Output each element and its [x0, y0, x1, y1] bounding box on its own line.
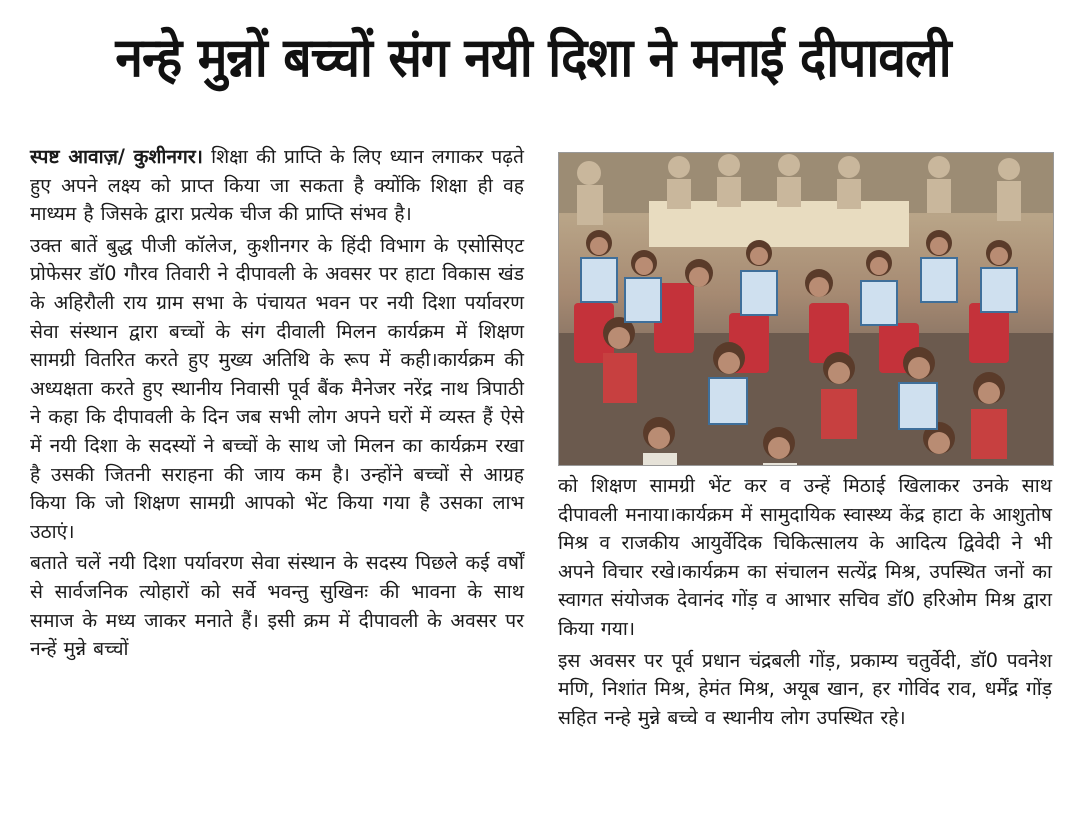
article-right-column	[558, 472, 1052, 735]
article-paragraph-3: बताते चलें नयी दिशा पर्यावरण सेवा संस्थान के सदस्य पिछले कई वर्षों से सार्वजनिक त्योहारों को सर्वे भवन्तु सुखिनः की भावना के साथ समाज के मध्य जाकर मनाते हैं। इसी क्रम में दीपावली के अवसर पर नन्हें मुन्ने बच्चों	[30, 551, 524, 661]
article-paragraph-1	[30, 143, 524, 229]
event-photo	[558, 152, 1054, 466]
event-photo-illustration	[559, 153, 1053, 465]
article-left-column	[30, 143, 524, 667]
article-paragraph-2: उक्त बातें बुद्ध पीजी कॉलेज, कुशीनगर के हिंदी विभाग के एसोसिएट प्रोफेसर डॉ0 गौरव तिवारी ने दीपावली के अवसर पर हाटा विकास खंड के अहिरौली राय ग्राम सभा के पंचायत भवन पर नयी दिशा पर्यावरण सेवा संस्थान द्वारा बच्चों के संग दीवाली मिलन कार्यक्रम में शिक्षण सामग्री वितरित करते हुए मुख्य अतिथि के रूप में कही।कार्यक्रम की अध्यक्षता करते हुए स्थानीय निवासी पूर्व बैंक मैनेजर नरेंद्र नाथ त्रिपाठी ने कहा कि दीपावली के दिन जब सभी लोग अपने घरों में व्यस्त हैं ऐसे में नयी दिशा के सदस्यों ने बच्चों के साथ जो मिलन का कार्यक्रम रखा है उसकी जितनी सराहना की जाय कम है। उन्होंने बच्चों से आग्रह किया कि जो शिक्षण सामग्री आपको भेंट किया गया है उसका लाभ उठाएं।	[30, 233, 524, 543]
headline: नन्हे मुन्नों बच्चों संग नयी दिशा ने मनाई दीपावली	[115, 26, 951, 89]
article-paragraph-5: इस अवसर पर पूर्व प्रधान चंद्रबली गोंड़, प्रकाम्य चतुर्वेदी, डॉ0 पवनेश मणि, निशांत मिश्र, हेमंत मिश्र, अयूब खान, हर गोविंद राव, धर्मेंद्र गोंड़ सहित नन्हे मुन्ने बच्चे व स्थानीय लोग उपस्थित रहे।	[558, 648, 1052, 729]
article-paragraph-4: को शिक्षण सामग्री भेंट कर व उन्हें मिठाई खिलाकर उनके साथ दीपावली मनाया।कार्यक्रम में सामुदायिक स्वास्थ्य केंद्र हाटा के आशुतोष मिश्र व राजकीय आयुर्वेदिक चिकित्सालय के आदित्य द्विवेदी ने भी अपने विचार रखे।कार्यक्रम का संचालन सत्येंद्र मिश्र, उपस्थित जनों का स्वागत संयोजक देवानंद गोंड़ व आभार सचिव डॉ0 हरिओम मिश्र द्वारा किया गया।	[558, 474, 1052, 640]
paragraph-text: शिक्षा की प्राप्ति के लिए ध्यान लगाकर पढ़ते हुए अपने लक्ष्य को प्राप्त किया जा सकता है क्योंकि शिक्षा ही वह माध्यम है जिसके द्वारा प्रत्येक चीज की प्राप्ति संभव है।	[30, 145, 524, 226]
dateline: स्पष्ट आवाज़/ कुशीनगर।	[30, 145, 203, 168]
